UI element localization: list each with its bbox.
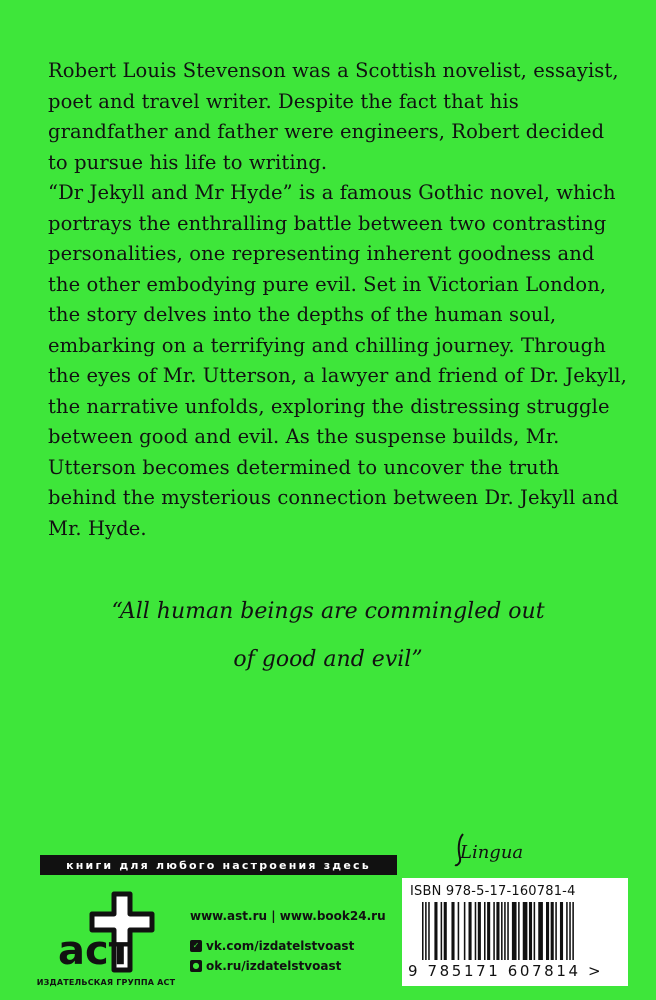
synopsis-paragraph: “Dr Jekyll and Mr Hyde” is a famous Gothic novel, which portrays the enthralling battle between two contrasting personalities, one representing inherent goodness and the other embodying pure evil. Set in Victorian London, the story delves into the depths of the human soul, embarking on a terrifying and chilling journey. Through the eyes of Mr. Utterson, a lawyer and friend of Dr. Jekyll, the narrative unfolds, exploring the distressing struggle between good and evil. As the suspense builds, Mr. Utterson becomes determined to uncover the truth behind the mysterious connection between Dr. Jekyll and Mr. Hyde.	[48, 181, 627, 540]
ok-icon: ●	[190, 960, 202, 972]
ok-link[interactable]: ok.ru/izdatelstvoast	[206, 959, 342, 973]
vk-link[interactable]: vk.com/izdatelstvoast	[206, 939, 355, 953]
barcode-digits: 9 785171 607814 >	[408, 962, 604, 980]
author-paragraph: Robert Louis Stevenson was a Scottish novelist, essayist, poet and travel writer. Despite the fact that his grandfather and father were engineers, Robert decided to pursue his life to writing.	[48, 59, 619, 174]
ok-row	[190, 956, 386, 976]
slogan-banner: книги для любого настроения здесь	[40, 855, 397, 875]
vk-row	[190, 936, 386, 956]
barcode	[402, 900, 628, 962]
publisher-contacts	[190, 906, 386, 976]
isbn-label: ISBN 978-5-17-160781-4	[410, 884, 576, 899]
book-quote	[0, 588, 656, 684]
quote-line-1: “All human beings are commingled out	[111, 599, 545, 624]
vk-icon: ✓	[190, 940, 202, 952]
imprint-logo: Lingua	[460, 842, 524, 863]
quote-line-2: of good and evil”	[233, 647, 423, 672]
ast-logo-text: аст	[58, 928, 132, 974]
book-description	[48, 56, 628, 544]
publisher-name: ИЗДАТЕЛЬСКАЯ ГРУППА АСТ	[36, 978, 176, 987]
websites[interactable]: www.ast.ru | www.book24.ru	[190, 909, 386, 923]
ast-logo	[44, 886, 164, 976]
